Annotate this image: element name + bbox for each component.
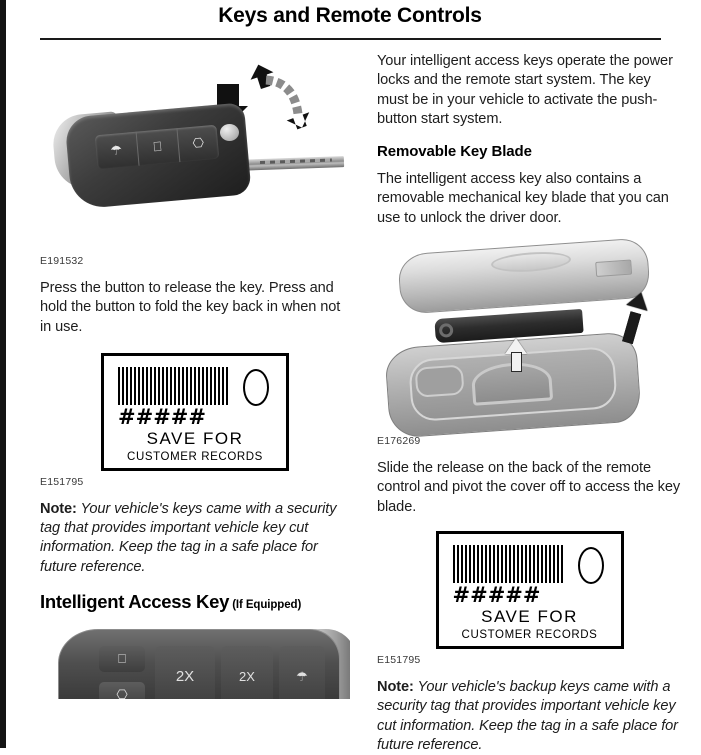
intelligent-key-fob-body xyxy=(58,629,340,699)
figure-intelligent-access-key xyxy=(40,623,350,699)
note-label-left: Note: xyxy=(40,500,77,517)
note-text-left: Your vehicle's keys came with a security tag that provides important vehicle key cut information. Keep the tag in a safe place for future reference. xyxy=(40,500,337,575)
unlock-icon: ⎕ xyxy=(99,646,145,672)
barcode-icon xyxy=(453,545,565,583)
figure-code-exploded: E176269 xyxy=(377,435,421,448)
right-paragraph-3: Slide the release on the back of the remote control and pivot the cover off to access the key blade. xyxy=(377,460,681,515)
left-paragraph-1: Press the button to release the key. Press and hold the button to fold the key back in when not in use. xyxy=(40,280,341,335)
liftgate-2x-icon: 2X xyxy=(221,646,273,699)
tag-hole-icon xyxy=(578,547,604,584)
section-heading-qualifier: (If Equipped) xyxy=(229,599,302,612)
unlock-icon: ⎕ xyxy=(136,128,179,165)
tag-customer-records-text: CUSTOMER RECORDS xyxy=(127,450,263,463)
figure-code-flip-key: E191532 xyxy=(40,255,84,267)
lock-icon: ⎔ xyxy=(176,125,219,162)
note-label-right: Note: xyxy=(377,678,414,695)
key-blade xyxy=(236,156,344,171)
remote-start-2x-icon: 2X xyxy=(155,646,215,699)
section-heading-main: Intelligent Access Key xyxy=(40,591,230,613)
tag-key-code: ##### xyxy=(452,582,541,607)
tag-hole-icon xyxy=(243,369,269,406)
page-title: Keys and Remote Controls xyxy=(218,4,482,27)
right-column xyxy=(377,52,682,755)
right-note-2 xyxy=(377,678,682,755)
panic-alarm-icon: ☂ xyxy=(279,646,325,699)
barcode-icon xyxy=(118,367,230,405)
sub-heading-removable-key-blade: Removable Key Blade xyxy=(377,143,532,161)
page-spine-bar xyxy=(0,0,6,748)
title-divider xyxy=(40,38,661,40)
tag-save-for-text: SAVE FOR xyxy=(146,428,244,448)
figure-exploded-remote xyxy=(377,242,682,432)
figure-flip-key xyxy=(40,52,350,252)
note-text-right: Your vehicle's backup keys came with a security tag that provides important vehicle key cut information. Keep the tag in a safe place for future reference. xyxy=(377,678,678,753)
lift-arrow-icon xyxy=(505,338,527,372)
section-heading-intelligent-access-key xyxy=(40,591,350,613)
figure-code-tag-left: E151795 xyxy=(40,475,84,488)
left-note-1 xyxy=(40,500,350,577)
release-button xyxy=(220,124,239,141)
figure-code-tag-right: E151795 xyxy=(377,653,421,666)
right-paragraph-1: Your intelligent access keys operate the power locks and the remote start system. The key must be in your vehicle to activate the push-button start system. xyxy=(377,53,673,127)
tag-customer-records-text: CUSTOMER RECORDS xyxy=(461,628,598,641)
right-paragraph-2: The intelligent access key also contains a removable mechanical key blade that you can use to unlock the driver door. xyxy=(377,171,669,226)
remote-cover xyxy=(397,237,651,314)
tag-save-for-text: SAVE FOR xyxy=(481,606,578,626)
security-tag xyxy=(101,353,289,471)
figure-security-tag-left xyxy=(40,353,350,471)
lock-icon: ⎔ xyxy=(99,682,145,699)
figure-security-tag-right xyxy=(377,531,682,649)
panic-alarm-icon: ☂ xyxy=(109,142,123,159)
security-tag xyxy=(436,531,624,649)
rotate-arrow-icon xyxy=(236,58,322,134)
left-column xyxy=(40,52,350,699)
tag-key-code: ##### xyxy=(118,404,206,429)
